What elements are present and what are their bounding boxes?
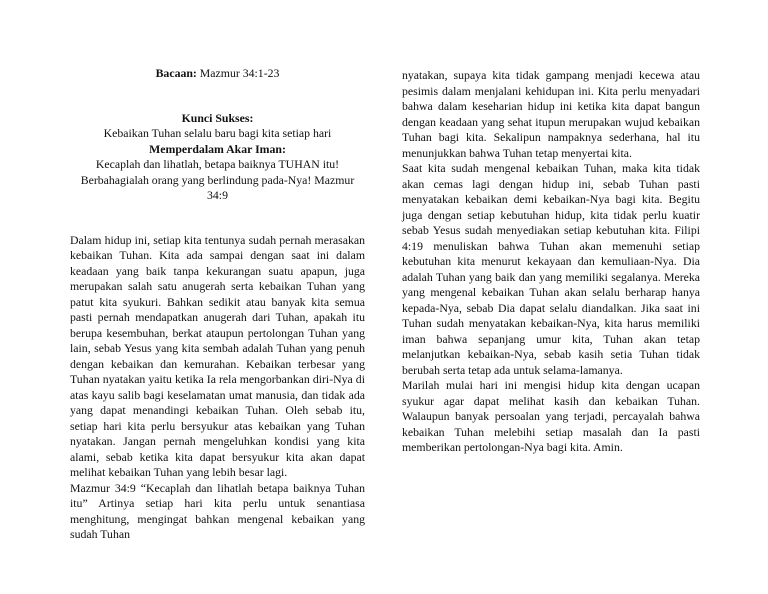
section-spacer [70, 204, 365, 233]
reading-label: Bacaan: [155, 66, 197, 80]
body-paragraph-4: Saat kita sudah mengenal kebaikan Tuhan, maka kita tidak akan cemas lagi dengan hidup ini, sebab Tuhan pasti menyatakan kebaikan demi kebaikan-Nya bagi kita. Begitu juga dengan setiap kebutuhan hidup, kita tidak perlu kuatir sebab Yesus sudah menyediakan setiap kebutuhan kita. Filipi 4:19 menuliskan bahwa Tuhan akan memenuhi setiap kebutuhan kita menurut kekayaan dan kemuliaan-Nya. Dia adalah Tuhan yang baik dan yang memiliki segalanya. Mereka yang mengenal kebaikan Tuhan akan selalu berharap hanya kepada-Nya, sebab Dia dapat selalu diandalkan. Jika saat ini Tuhan sudah menyatakan kebaikan-Nya, kita harus memiliki iman bahwa sepanjang umur kita, Tuhan akan tetap melanjutkan kebaikan-Nya, sebab kasih setia Tuhan tidak berubah serta tetap ada untuk selama-lamanya. [402, 161, 700, 377]
deepen-faith-line-1: Kecaplah dan lihatlah, betapa baiknya TUHAN itu! [95, 157, 340, 171]
body-paragraph-1: Dalam hidup ini, setiap kita tentunya sudah pernah merasakan kebaikan Tuhan. Kita ada sampai dengan saat ini dalam keadaan yang baik tanpa kekurangan suatu apapun, juga merupakan salah satu anugerah serta kebaikan Tuhan yang patut kita syukuri. Bahkan sedikit atau banyak kita semua pasti pernah mendapatkan anugerah dari Tuhan, apakah itu berupa kesembuhan, berkat ataupun pertolongan Tuhan yang lain, sebab Yesus yang kita sembah adalah Tuhan yang penuh dengan kebaikan dan kemurahan. Kebaikan terbesar yang Tuhan nyatakan yaitu ketika Ia rela mengorbankan diri-Nya di atas kayu salib bagi keselamatan umat manusia, dan tidak ada yang dapat menandingi kebaikan Tuhan. Oleh sebab itu, setiap hari kita perlu bersyukur atas kebaikan yang Tuhan nyatakan. Jangan pernah mengeluhkan kondisi yang kita alami, sebab ketika kita dapat bersyukur kita akan dapat melihat kebaikan Tuhan yang lebih besar lagi. [70, 232, 365, 479]
body-paragraph-5: Marilah mulai hari ini mengisi hidup kita dengan ucapan syukur agar dapat melihat kasih dan kebaikan Tuhan. Walaupun banyak persoalan yang terjadi, percayalah bahwa kebaikan Tuhan melebihi setiap masalah dan Ia pasti memberikan pertolongan-Nya bagi kita. Amin. [402, 378, 700, 454]
key-success-text: Kebaikan Tuhan selalu baru bagi kita setiap hari [103, 126, 332, 140]
deepen-faith-line-2: Berbahagialah orang yang berlindung pada-Nya! Mazmur 34:9 [80, 172, 355, 202]
body-paragraph-3: nyatakan, supaya kita tidak gampang menjadi kecewa atau pesimis dalam menjalani kehidupan ini. Kita perlu menyadari bahwa dalam keseharian hidup ini ketika kita dapat bangun dengan keadaan yang sehat itupun merupakan wujud kebaikan Tuhan bagi kita. Sekalipun nampaknya sederhana, hal itu menunjukkan bahwa Tuhan tetap menyertai kita. [402, 68, 700, 160]
reading-line [70, 66, 365, 82]
key-success-title: Kunci Sukses: [181, 110, 254, 125]
right-column [402, 68, 700, 456]
deepen-faith-title: Memperdalam Akar Iman: [149, 141, 286, 156]
reading-reference: Mazmur 34:1-23 [196, 66, 280, 80]
left-column [70, 66, 365, 543]
body-paragraph-2: Mazmur 34:9 “Kecaplah dan lihatlah betapa baiknya Tuhan itu” Artinya setiap hari kita perlu untuk senantiasa menghitung, mengingat bahkan mengenal kebaikan yang sudah Tuhan [70, 480, 365, 541]
